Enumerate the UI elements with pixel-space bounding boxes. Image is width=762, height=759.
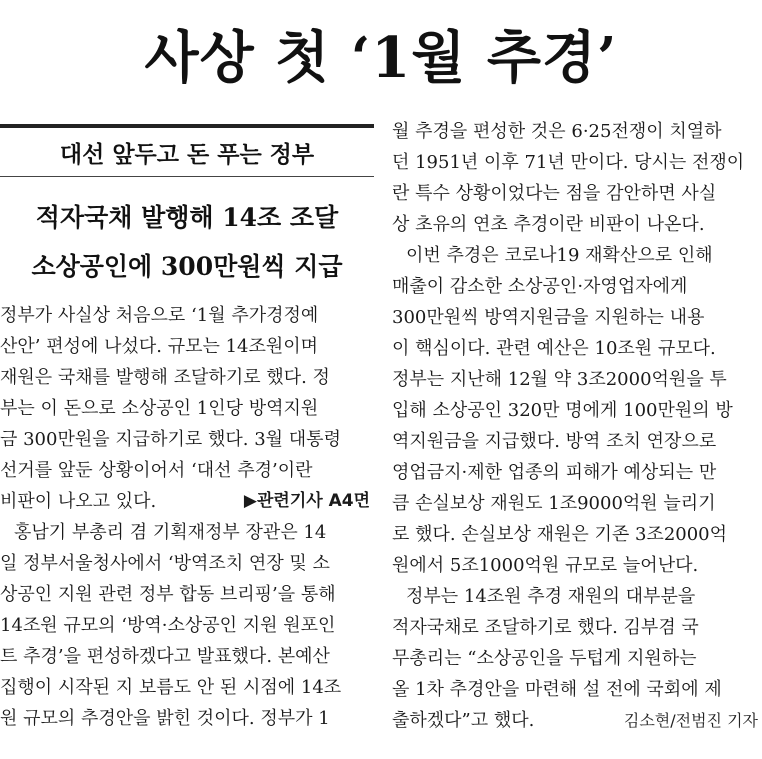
left-column xyxy=(0,116,374,734)
body-line: 부는 이 돈으로 소상공인 1인당 방역지원 xyxy=(0,398,319,419)
body-line: 상 초유의 연초 추경이란 비판이 나온다. xyxy=(392,214,705,235)
subhead-line: 소상공인에 300만원씩 지급 xyxy=(31,252,343,281)
body-line: 일 정부서울청사에서 ‘방역조치 연장 및 소 xyxy=(0,553,330,574)
body-line: 정부가 사실상 처음으로 ‘1월 추가경정예 xyxy=(0,305,319,326)
body-line-text: 비판이 나오고 있다. xyxy=(0,491,157,512)
body-line: 큼 손실보상 재원도 1조9000억원 늘리기 xyxy=(392,493,716,514)
body-line: 로 했다. 손실보상 재원은 기존 3조2000억 xyxy=(392,524,728,545)
body-line: 정부는 14조원 추경 재원의 대부분을 xyxy=(406,586,696,607)
body-line: 14조원 규모의 ‘방역·소상공인 지원 원포인 xyxy=(0,615,336,636)
body-line xyxy=(0,486,374,517)
body-line xyxy=(392,705,762,736)
body-line: 집행이 시작된 지 보름도 안 된 시점에 14조 xyxy=(0,677,342,698)
kicker: 대선 앞두고 돈 푸는 정부 xyxy=(0,128,374,177)
body-line: 원에서 5조1000억원 규모로 늘어난다. xyxy=(392,555,699,576)
body-line: 정부는 지난해 12월 약 3조2000억원을 투 xyxy=(392,369,727,390)
body-line: 홍남기 부총리 겸 기획재정부 장관은 14 xyxy=(14,522,327,543)
subheadline xyxy=(0,193,374,291)
article-body-right xyxy=(392,116,762,736)
body-line: 트 추경’을 편성하겠다고 발표했다. 본예산 xyxy=(0,646,330,667)
right-column xyxy=(392,116,762,736)
body-line: 선거를 앞둔 상황이어서 ‘대선 추경’이란 xyxy=(0,460,313,481)
body-line: 300만원씩 방역지원금을 지원하는 내용 xyxy=(392,307,705,328)
body-line-text: 출하겠다”고 했다. xyxy=(392,710,535,731)
body-line: 역지원금을 지급했다. 방역 조치 연장으로 xyxy=(392,431,717,452)
body-line: 란 특수 상황이었다는 점을 감안하면 사실 xyxy=(392,183,717,204)
body-line: 입해 소상공인 320만 명에게 100만원의 방 xyxy=(392,400,733,421)
body-line: 상공인 지원 관련 정부 합동 브리핑’을 통해 xyxy=(0,584,336,605)
body-line: 원 규모의 추경안을 밝힌 것이다. 정부가 1 xyxy=(0,708,330,729)
headline: 사상 첫 ‘1월 추경’ xyxy=(144,25,618,91)
byline: 김소현/전범진 기자 xyxy=(623,711,758,730)
body-line: 매출이 감소한 소상공인·자영업자에게 xyxy=(392,276,688,297)
body-line: 산안’ 편성에 나섰다. 규모는 14조원이며 xyxy=(0,336,319,357)
body-line: 올 1차 추경안을 마련해 설 전에 국회에 제 xyxy=(392,679,722,700)
body-line: 적자국채로 조달하기로 했다. 김부겸 국 xyxy=(392,617,699,638)
subhead-line: 적자국채 발행해 14조 조달 xyxy=(35,203,339,232)
related-article-link[interactable]: ▶관련기사 A4면 xyxy=(243,491,370,511)
body-line: 이번 추경은 코로나19 재확산으로 인해 xyxy=(406,245,713,266)
body-line: 이 핵심이다. 관련 예산은 10조원 규모다. xyxy=(392,338,716,359)
article-body-left xyxy=(0,300,374,734)
body-line: 영업금지·제한 업종의 피해가 예상되는 만 xyxy=(392,462,717,483)
body-line: 금 300만원을 지급하기로 했다. 3월 대통령 xyxy=(0,429,341,450)
body-line: 재원은 국채를 발행해 조달하기로 했다. 정 xyxy=(0,367,330,388)
body-line: 던 1951년 이후 71년 만이다. 당시는 전쟁이 xyxy=(392,152,745,173)
body-line: 월 추경을 편성한 것은 6·25전쟁이 치열하 xyxy=(392,121,722,142)
body-line: 무총리는 “소상공인을 두텁게 지원하는 xyxy=(392,648,697,669)
